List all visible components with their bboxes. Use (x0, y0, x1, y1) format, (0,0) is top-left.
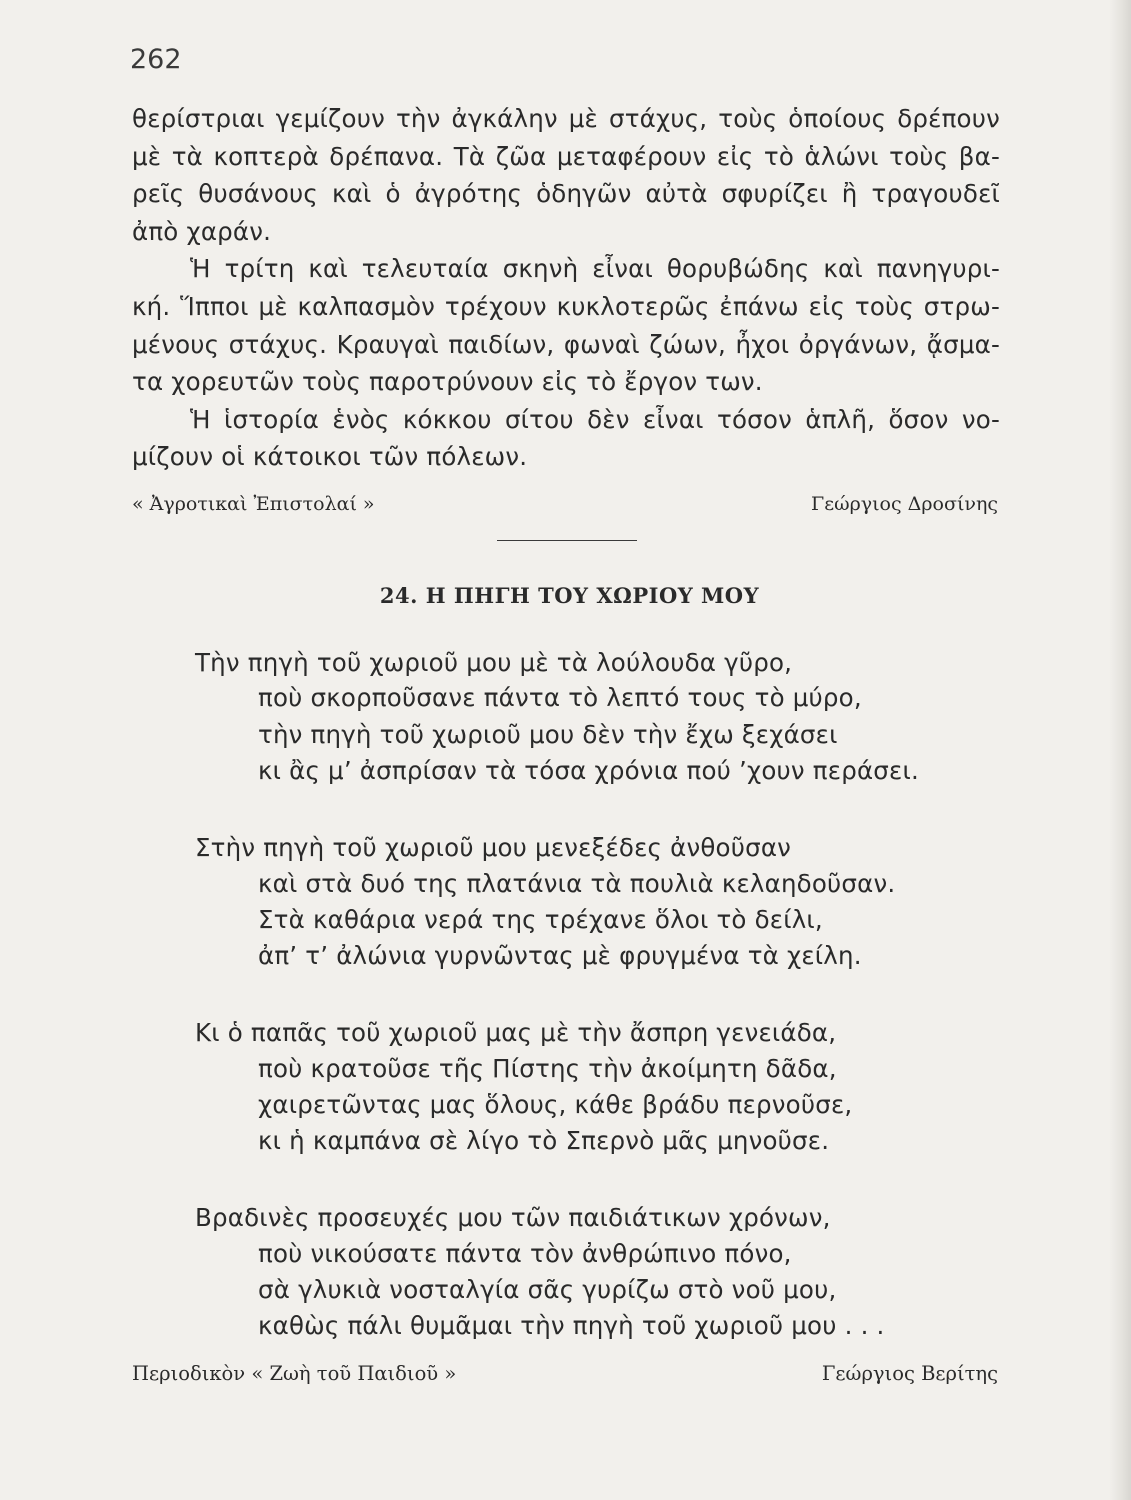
text-line: ρεῖς θυσάνους καὶ ὁ ἀγρότης ὁδηγῶν αὐτὰ σφυρίζει ἢ τραγουδεῖ (132, 179, 1000, 209)
section-title: 24. Η ΠΗΓΗ ΤΟΥ ΧΩΡΙΟΥ ΜΟΥ (379, 583, 760, 608)
attribution-source: Περιοδικὸν « Ζωὴ τοῦ Παιδιοῦ » (132, 1362, 457, 1385)
text-line: μὲ τὰ κοπτερὰ δρέπανα. Τὰ ζῶα μεταφέρουν εἰς τὸ ἁλώνι τοὺς βα- (132, 141, 1000, 171)
text-line: τα χορευτῶν τοὺς παροτρύνουν εἰς τὸ ἔργον των. (132, 367, 763, 397)
verse-line: Κι ὁ παπᾶς τοῦ χωριοῦ μας μὲ τὴν ἄσπρη γενειάδα, (195, 1018, 837, 1047)
verse-line: Βραδινὲς προσευχές μου τῶν παιδιάτικων χρόνων, (195, 1203, 831, 1232)
verse-line: καὶ στὰ δυό της πλατάνια τὰ πουλιὰ κελαηδοῦσαν. (258, 869, 896, 898)
attribution-source: « Ἀγροτικαὶ Ἐπιστολαί » (132, 493, 375, 515)
text-line: μένους στάχυς. Κραυγαὶ παιδίων, φωναὶ ζώων, ἦχοι ὀργάνων, ᾄσμα- (132, 329, 1000, 359)
text-line: ἀπὸ χαράν. (132, 216, 272, 246)
verse-line: Στὰ καθάρια νερά της τρέχανε ὅλοι τὸ δείλι, (258, 905, 823, 934)
verse-line: Στὴν πηγὴ τοῦ χωριοῦ μου μενεξέδες ἀνθοῦσαν (195, 833, 792, 862)
verse-line: ποὺ νικούσατε πάντα τὸν ἀνθρώπινο πόνο, (258, 1239, 792, 1268)
verse-line: χαιρετῶντας μας ὅλους, κάθε βράδυ περνοῦσε, (258, 1090, 853, 1119)
verse-line: κι ἡ καμπάνα σὲ λίγο τὸ Σπερνὸ μᾶς μηνοῦσε. (258, 1126, 830, 1155)
verse-line: σὰ γλυκιὰ νοσταλγία σᾶς γυρίζω στὸ νοῦ μου, (258, 1275, 837, 1304)
attribution-poem (132, 1362, 998, 1385)
text-line: κή. Ἵπποι μὲ καλπασμὸν τρέχουν κυκλοτερῶς ἐπάνω εἰς τοὺς στρω- (132, 291, 1000, 321)
verse-line: καθὼς πάλι θυμᾶμαι τὴν πηγὴ τοῦ χωριοῦ μου . . . (258, 1311, 885, 1340)
text-line: Ἡ ἱστορία ἑνὸς κόκκου σίτου δὲν εἶναι τόσον ἁπλῆ, ὅσον νο- (190, 404, 1000, 434)
page-number: 262 (130, 44, 182, 75)
text-line: θερίστριαι γεμίζουν τὴν ἀγκάλην μὲ στάχυς, τοὺς ὁποίους δρέπουν (132, 104, 1000, 133)
verse-line: Τὴν πηγὴ τοῦ χωριοῦ μου μὲ τὰ λούλουδα γῦρο, (195, 648, 793, 677)
verse-line: ποὺ κρατοῦσε τῆς Πίστης τὴν ἀκοίμητη δᾶδα, (258, 1054, 837, 1083)
text-line: Ἡ τρίτη καὶ τελευταία σκηνὴ εἶναι θορυβώδης καὶ πανηγυρι- (190, 254, 1000, 284)
text-line: μίζουν οἱ κάτοικοι τῶν πόλεων. (132, 442, 528, 472)
attribution-author: Γεώργιος Δροσίνης (811, 493, 998, 515)
verse-line: ἀπ’ τ’ ἀλώνια γυρνῶντας μὲ φρυγμένα τὰ χείλη. (258, 941, 862, 970)
verse-line: ποὺ σκορποῦσανε πάντα τὸ λεπτό τους τὸ μύρο, (258, 683, 862, 712)
verse-line: κι ἂς μ’ ἀσπρίσαν τὰ τόσα χρόνια πού ’χουν περάσει. (258, 756, 919, 785)
attribution-author: Γεώργιος Βερίτης (821, 1362, 998, 1385)
verse-line: τὴν πηγὴ τοῦ χωριοῦ μου δὲν τὴν ἔχω ξεχάσει (258, 720, 838, 749)
